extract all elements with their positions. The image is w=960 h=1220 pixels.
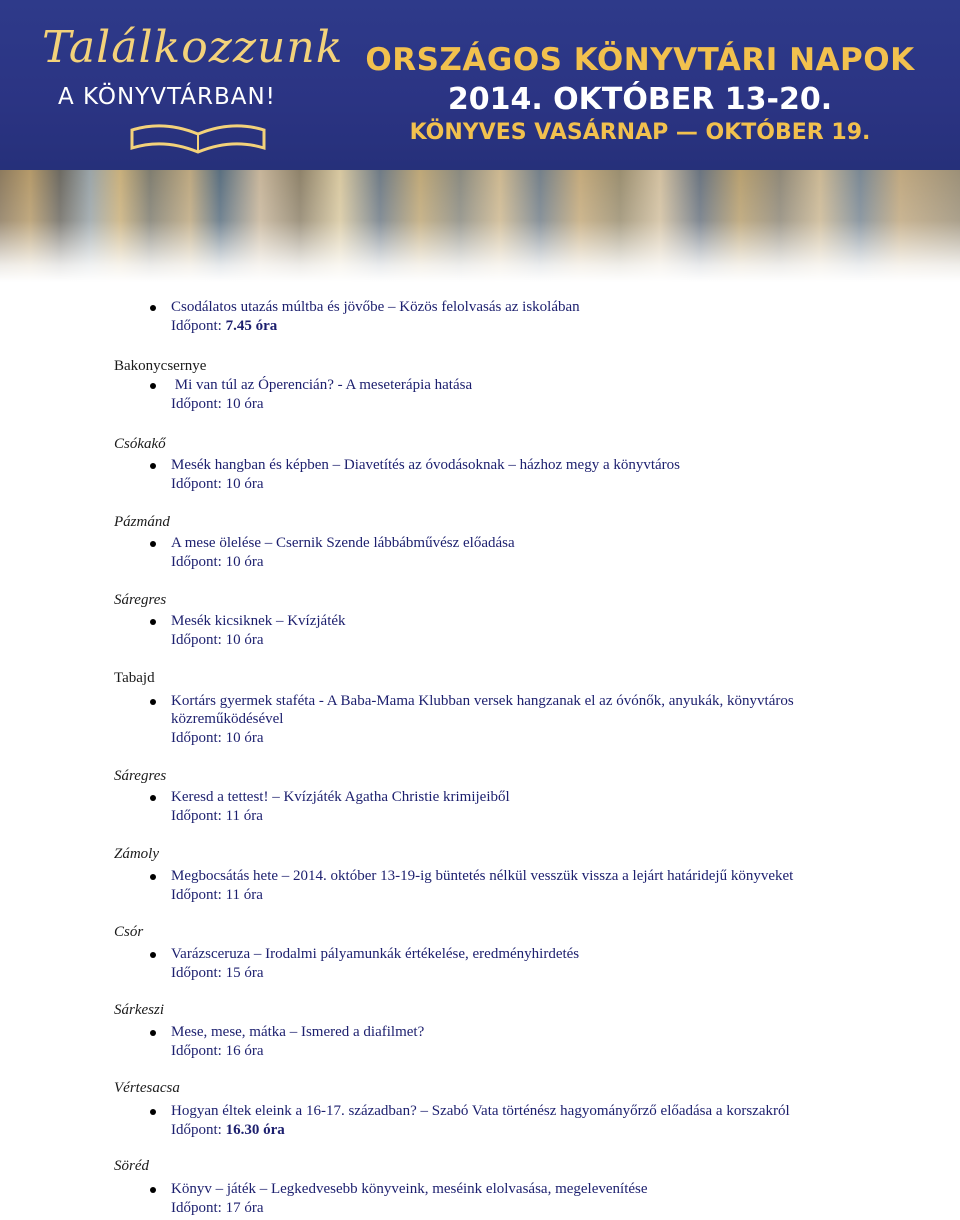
event-title: Mesék hangban és képben – Diavetítés az óvodásoknak – házhoz megy a könyvtáros <box>171 457 681 473</box>
event-title: Varázsceruza – Irodalmi pályamunkák értékelése, eredményhirdetés <box>171 946 580 962</box>
time-label: Időpont: <box>171 396 222 412</box>
list-item <box>140 1023 860 1061</box>
event-title: Hogyan éltek eleink a 16-17. században? – Szabó Vata történész hagyományőrző előadása a korszakról <box>171 1103 790 1119</box>
bullet-icon <box>150 952 156 958</box>
event-title: Kortárs gyermek staféta - A Baba-Mama Klubban versek hangzanak el az óvónők, anyukák, könyvtáros közreműködésével <box>171 693 794 727</box>
time-value: 16 óra <box>225 1043 264 1059</box>
event-time <box>171 1041 860 1061</box>
time-label: Időpont: <box>171 1043 222 1059</box>
bullet-icon <box>150 541 156 547</box>
time-value: 10 óra <box>225 396 264 412</box>
event-time <box>171 728 860 748</box>
banner-title: ORSZÁGOS KÖNYVTÁRI NAPOK <box>365 42 915 78</box>
event-time <box>171 806 860 826</box>
bullet-icon <box>150 463 156 469</box>
list-item <box>140 867 860 905</box>
time-label: Időpont: <box>171 887 222 903</box>
time-value: 10 óra <box>225 730 264 746</box>
event-title: Mi van túl az Óperencián? - A meseterápia hatása <box>171 377 473 393</box>
bullet-icon <box>150 619 156 625</box>
library-logo <box>28 22 344 172</box>
time-label: Időpont: <box>171 808 222 824</box>
logo-subtitle: A KÖNYVTÁRBAN! <box>58 84 276 110</box>
location-heading: Csór <box>114 924 144 940</box>
event-title: Keresd a tettest! – Kvízjáték Agatha Christie krimijeiből <box>171 789 510 805</box>
banner-dates: 2014. OKTÓBER 13-20. <box>447 82 833 117</box>
location-heading: Sárkeszi <box>114 1002 164 1018</box>
location-heading: Tabajd <box>114 670 155 686</box>
bullet-icon <box>150 795 156 801</box>
location-heading: Zámoly <box>114 846 159 862</box>
time-label: Időpont: <box>171 632 222 648</box>
event-time <box>171 630 860 650</box>
bullet-icon <box>150 383 156 389</box>
time-value: 11 óra <box>225 887 263 903</box>
time-value: 11 óra <box>225 808 263 824</box>
event-title: Könyv – játék – Legkedvesebb könyveink, meséink elolvasása, megelevenítése <box>171 1181 648 1197</box>
time-label: Időpont: <box>171 730 222 746</box>
location-heading: Söréd <box>114 1158 149 1174</box>
event-time <box>171 474 860 494</box>
event-title: Mese, mese, mátka – Ismered a diafilmet? <box>171 1024 425 1040</box>
location-heading: Csókakő <box>114 436 166 452</box>
list-item <box>140 788 860 826</box>
list-item <box>140 456 860 494</box>
time-value: 15 óra <box>225 965 264 981</box>
event-time <box>171 316 860 336</box>
open-book-icon <box>128 120 268 154</box>
time-label: Időpont: <box>171 318 222 334</box>
time-value: 10 óra <box>225 476 264 492</box>
event-time <box>171 552 860 572</box>
location-heading: Sáregres <box>114 592 167 608</box>
time-label: Időpont: <box>171 965 222 981</box>
event-banner <box>0 0 960 282</box>
bullet-icon <box>150 305 156 311</box>
time-value: 10 óra <box>225 632 264 648</box>
location-heading: Sáregres <box>114 768 167 784</box>
banner-sunday: KÖNYVES VASÁRNAP — OKTÓBER 19. <box>409 120 871 145</box>
event-title: Csodálatos utazás múltba és jövőbe – Közös felolvasás az iskolában <box>171 299 580 315</box>
event-title: Mesék kicsiknek – Kvízjáték <box>171 613 346 629</box>
list-item <box>140 945 860 983</box>
time-label: Időpont: <box>171 554 222 570</box>
bullet-icon <box>150 1187 156 1193</box>
time-value: 10 óra <box>225 554 264 570</box>
event-time <box>171 885 860 905</box>
bookshelf-image <box>0 170 960 282</box>
bullet-icon <box>150 874 156 880</box>
logo-script-text: Találkozzunk <box>42 22 344 73</box>
event-title: A mese ölelése – Csernik Szende lábbábművész előadása <box>171 535 515 551</box>
list-item <box>140 692 860 748</box>
time-value: 16.30 óra <box>225 1122 285 1138</box>
bullet-icon <box>150 699 156 705</box>
bullet-icon <box>150 1030 156 1036</box>
event-title: Megbocsátás hete – 2014. október 13-19-ig büntetés nélkül vesszük vissza a lejárt határidejű könyveket <box>171 868 794 884</box>
bullet-icon <box>150 1109 156 1115</box>
location-heading: Pázmánd <box>114 514 170 530</box>
time-label: Időpont: <box>171 1122 222 1138</box>
list-item <box>140 612 860 650</box>
location-heading: Bakonycsernye <box>114 358 207 374</box>
event-time <box>171 1198 860 1218</box>
event-time <box>171 394 860 414</box>
location-heading: Vértesacsa <box>114 1080 180 1096</box>
time-label: Időpont: <box>171 476 222 492</box>
event-time <box>171 963 860 983</box>
time-value: 17 óra <box>225 1200 264 1216</box>
list-item <box>140 534 860 572</box>
time-label: Időpont: <box>171 1200 222 1216</box>
event-time <box>171 1120 860 1140</box>
list-item <box>140 376 860 414</box>
list-item <box>140 298 860 336</box>
list-item <box>140 1102 860 1140</box>
list-item <box>140 1180 860 1218</box>
time-value: 7.45 óra <box>225 318 278 334</box>
